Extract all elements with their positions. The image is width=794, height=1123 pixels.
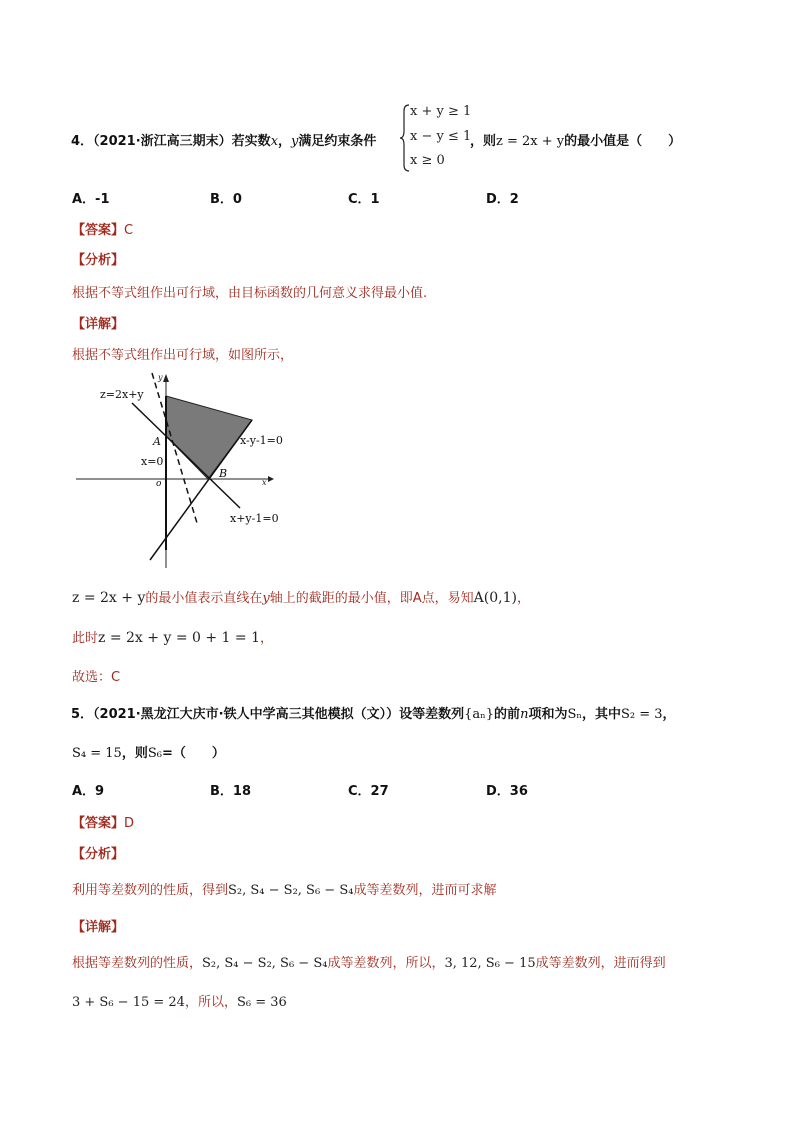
q5-analysis — [72, 879, 496, 898]
q4-detail-line2-point: A(0,1) — [473, 590, 517, 606]
label-x-eq-0: x=0 — [141, 455, 164, 468]
q5-detail-line2-a: ，所以， — [184, 995, 237, 1010]
q4-detail-line2 — [72, 587, 530, 606]
q5-detail-b: 成等差数列，所以， — [327, 956, 445, 971]
q4-number: 4． — [71, 134, 94, 149]
q5-answer — [72, 812, 134, 831]
label-line-x-plus-y: x+y-1=0 — [230, 512, 279, 525]
q4-comma: ， — [278, 134, 292, 149]
q5-number: 5． — [71, 707, 94, 722]
q5-stem-part2: 的前 — [494, 707, 521, 722]
q5-detail-math1: S₂, S₄ − S₂, S₆ − S₄ — [202, 956, 328, 971]
q4-var-x: x — [270, 134, 279, 149]
q4-detail-line2-a: 的最小值表示直线在 — [145, 591, 263, 606]
q5-detail-line1 — [72, 952, 666, 971]
q5-analysis-tag: 【分析】 — [72, 847, 125, 862]
x-axis-arrow — [268, 476, 274, 482]
label-line-x-minus-y: x-y-1=0 — [240, 434, 283, 447]
q5-stem-part7: =（ ） — [161, 746, 225, 761]
q4-stem-part1: 若实数 — [231, 134, 271, 149]
q4-option-a: A．-1 — [72, 192, 110, 207]
q4-detail-line3 — [72, 627, 273, 646]
q5-detail-c: 成等差数列，进而得到 — [535, 956, 666, 971]
q5-analysis-b: 成等差数列，进而可求解 — [353, 883, 497, 898]
q5-s4-eq: S₄ = 15 — [72, 746, 122, 761]
q5-answer-value: D — [124, 816, 135, 831]
q4-detail-line3-a: 此时 — [72, 631, 99, 646]
q4-stem-part2: 满足约束条件 — [298, 134, 377, 149]
q4-detail-line2-y: y — [262, 591, 270, 606]
label-objective: z=2x+y — [100, 388, 144, 401]
q4-detail-line3-math: z = 2x + y = 0 + 1 = 1 — [98, 630, 260, 646]
q5-answer-tag: 【答案】 — [72, 816, 125, 831]
q4-stem — [71, 130, 376, 149]
q5-detail-line2-math: 3 + S₆ − 15 = 24 — [72, 995, 185, 1010]
q5-stem-part1: 设等差数列 — [399, 707, 465, 722]
q4-stem-tail — [470, 130, 681, 149]
q5-stem-line1 — [71, 703, 676, 722]
label-point-b: B — [219, 467, 228, 480]
q4-source: （2021·浙江高三期末） — [93, 134, 232, 149]
q4-answer-tag: 【答案】 — [72, 223, 125, 238]
label-point-a: A — [153, 435, 161, 448]
q5-option-d: D．36 — [486, 784, 528, 799]
q4-detail-line1: 根据不等式组作出可行域，如图所示， — [72, 348, 294, 363]
q4-feasible-region-figure — [72, 368, 292, 577]
q5-detail-line2-math2: S₆ = 36 — [236, 995, 287, 1010]
q5-option-a: A．9 — [72, 784, 105, 799]
q4-constraint-1: x + y ≥ 1 — [410, 104, 472, 119]
q4-analysis-tag: 【分析】 — [72, 253, 125, 268]
q5-detail-line2 — [72, 991, 287, 1010]
q4-detail-line2-c: 点，易知 — [421, 591, 474, 606]
q4-detail-tag: 【详解】 — [72, 317, 125, 332]
q4-option-d: D．2 — [486, 192, 519, 207]
q4-var-y: y — [291, 134, 299, 149]
q5-detail-tag: 【详解】 — [72, 920, 125, 935]
q4-objective: z = 2x + y — [496, 134, 565, 149]
q4-constraint-3: x ≥ 0 — [410, 153, 445, 168]
q5-stem-line2 — [72, 742, 225, 761]
q4-detail-line2-math: z = 2x + y — [72, 590, 146, 606]
q4-answer-value: C — [124, 223, 134, 238]
q5-analysis-a: 利用等差数列的性质，得到 — [72, 883, 229, 898]
q5-s6: S₆ — [147, 746, 162, 761]
q5-analysis-math: S₂, S₄ − S₂, S₆ − S₄ — [228, 883, 354, 898]
q4-stem-part4: 的最小值是（ ） — [564, 134, 682, 149]
q4-constraint-2: x − y ≤ 1 — [410, 129, 472, 144]
q4-detail-line2-a-point: A — [412, 591, 422, 606]
q5-stem-part4: ，其中 — [581, 707, 621, 722]
q4-detail-line2-b: 轴上的截距的最小值，即 — [269, 591, 413, 606]
q5-s2-eq: S₂ = 3 — [621, 707, 663, 722]
q5-stem-part5: ， — [662, 707, 676, 722]
y-axis-arrow — [163, 374, 169, 382]
q4-detail-line3-b: ， — [259, 631, 273, 646]
feasible-region-svg — [72, 368, 292, 573]
q4-option-b: B．0 — [210, 192, 242, 207]
q4-stem-part3: ，则 — [470, 134, 497, 149]
q4-answer — [72, 219, 133, 238]
q5-option-b: B．18 — [210, 784, 251, 799]
x-axis-label: x — [262, 478, 267, 487]
q5-stem-part3: 项和为 — [528, 707, 568, 722]
q5-stem-part6: ，则 — [121, 746, 148, 761]
q5-sn: Sₙ — [567, 707, 582, 722]
q5-option-c: C．27 — [348, 784, 389, 799]
q5-seq: {aₙ} — [464, 707, 495, 722]
y-axis-label: y — [158, 373, 163, 382]
q4-conclusion: 故选：C — [72, 670, 121, 685]
q5-source: （2021·黑龙江大庆市·铁人中学高三其他模拟（文）） — [93, 707, 400, 722]
q4-detail-line2-d: ， — [516, 591, 530, 606]
q4-analysis-text: 根据不等式组作出可行域，由目标函数的几何意义求得最小值. — [72, 286, 428, 301]
q4-option-c: C．1 — [348, 192, 380, 207]
label-origin: o — [156, 479, 162, 489]
q5-n: n — [520, 707, 529, 722]
q5-detail-a: 根据等差数列的性质， — [72, 956, 203, 971]
q5-detail-math2: 3, 12, S₆ − 15 — [444, 956, 536, 971]
